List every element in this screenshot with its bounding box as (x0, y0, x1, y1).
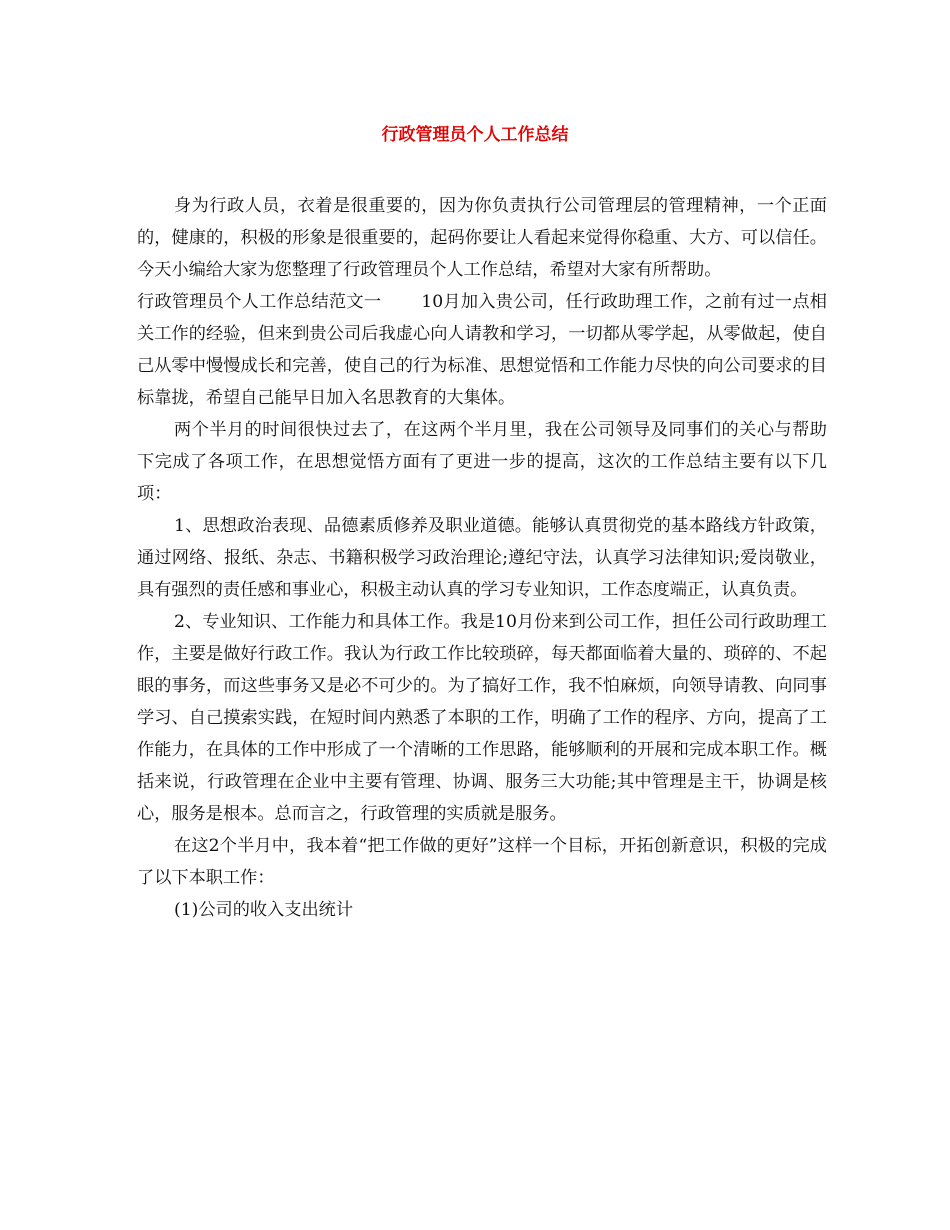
sample-heading: 行政管理员个人工作总结范文一 (137, 292, 382, 312)
document-body (137, 190, 827, 926)
point-one-paragraph: 1、思想政治表现、品德素质修养及职业道德。能够认真贯彻党的基本路线方针政策，通过网络、报纸、杂志、书籍积极学习政治理论;遵纪守法，认真学习法律知识;爱岗敬业，具有强烈的责任感和事业心，积极主动认真的学习专业知识，工作态度端正，认真负责。 (137, 516, 827, 600)
point-two-paragraph: 2、专业知识、工作能力和具体工作。我是10月份来到公司工作，担任公司行政助理工作，主要是做好行政工作。我认为行政工作比较琐碎，每天都面临着大量的、琐碎的、不起眼的事务，而这些事务又是必不可少的。为了搞好工作，我不怕麻烦，向领导请教、向同事学习、自己摸索实践，在短时间内熟悉了本职的工作，明确了工作的程序、方向，提高了工作能力，在具体的工作中形成了一个清晰的工作思路，能够顺利的开展和完成本职工作。概括来说，行政管理在企业中主要有管理、协调、服务三大功能;其中管理是主干，协调是核心，服务是根本。总而言之，行政管理的实质就是服务。 (137, 612, 827, 824)
summary-intro-paragraph: 两个半月的时间很快过去了，在这两个半月里，我在公司领导及同事们的关心与帮助下完成了各项工作，在思想觉悟方面有了更进一步的提高，这次的工作总结主要有以下几项： (137, 420, 827, 504)
document-title: 行政管理员个人工作总结 (381, 125, 569, 145)
duties-intro-paragraph: 在这2个半月中，我本着“把工作做的更好”这样一个目标，开拓创新意识，积极的完成了以下本职工作： (137, 836, 827, 888)
sample-first-paragraph (137, 286, 827, 414)
sample-first-text: 10月加入贵公司，任行政助理工作，之前有过一点相关工作的经验，但来到贵公司后我虚心向人请教和学习，一切都从零学起，从零做起，使自己从零中慢慢成长和完善，使自己的行为标准、思想觉悟和工作能力尽快的向公司要求的目标靠拢，希望自己能早日加入名思教育的大集体。 (137, 292, 827, 408)
list-item: (1)公司的收入支出统计 (174, 900, 354, 920)
intro-paragraph: 身为行政人员，衣着是很重要的，因为你负责执行公司管理层的管理精神，一个正面的，健康的，积极的形象是很重要的，起码你要让人看起来觉得你稳重、大方、可以信任。今天小编给大家为您整理了行政管理员个人工作总结，希望对大家有所帮助。 (137, 196, 827, 280)
